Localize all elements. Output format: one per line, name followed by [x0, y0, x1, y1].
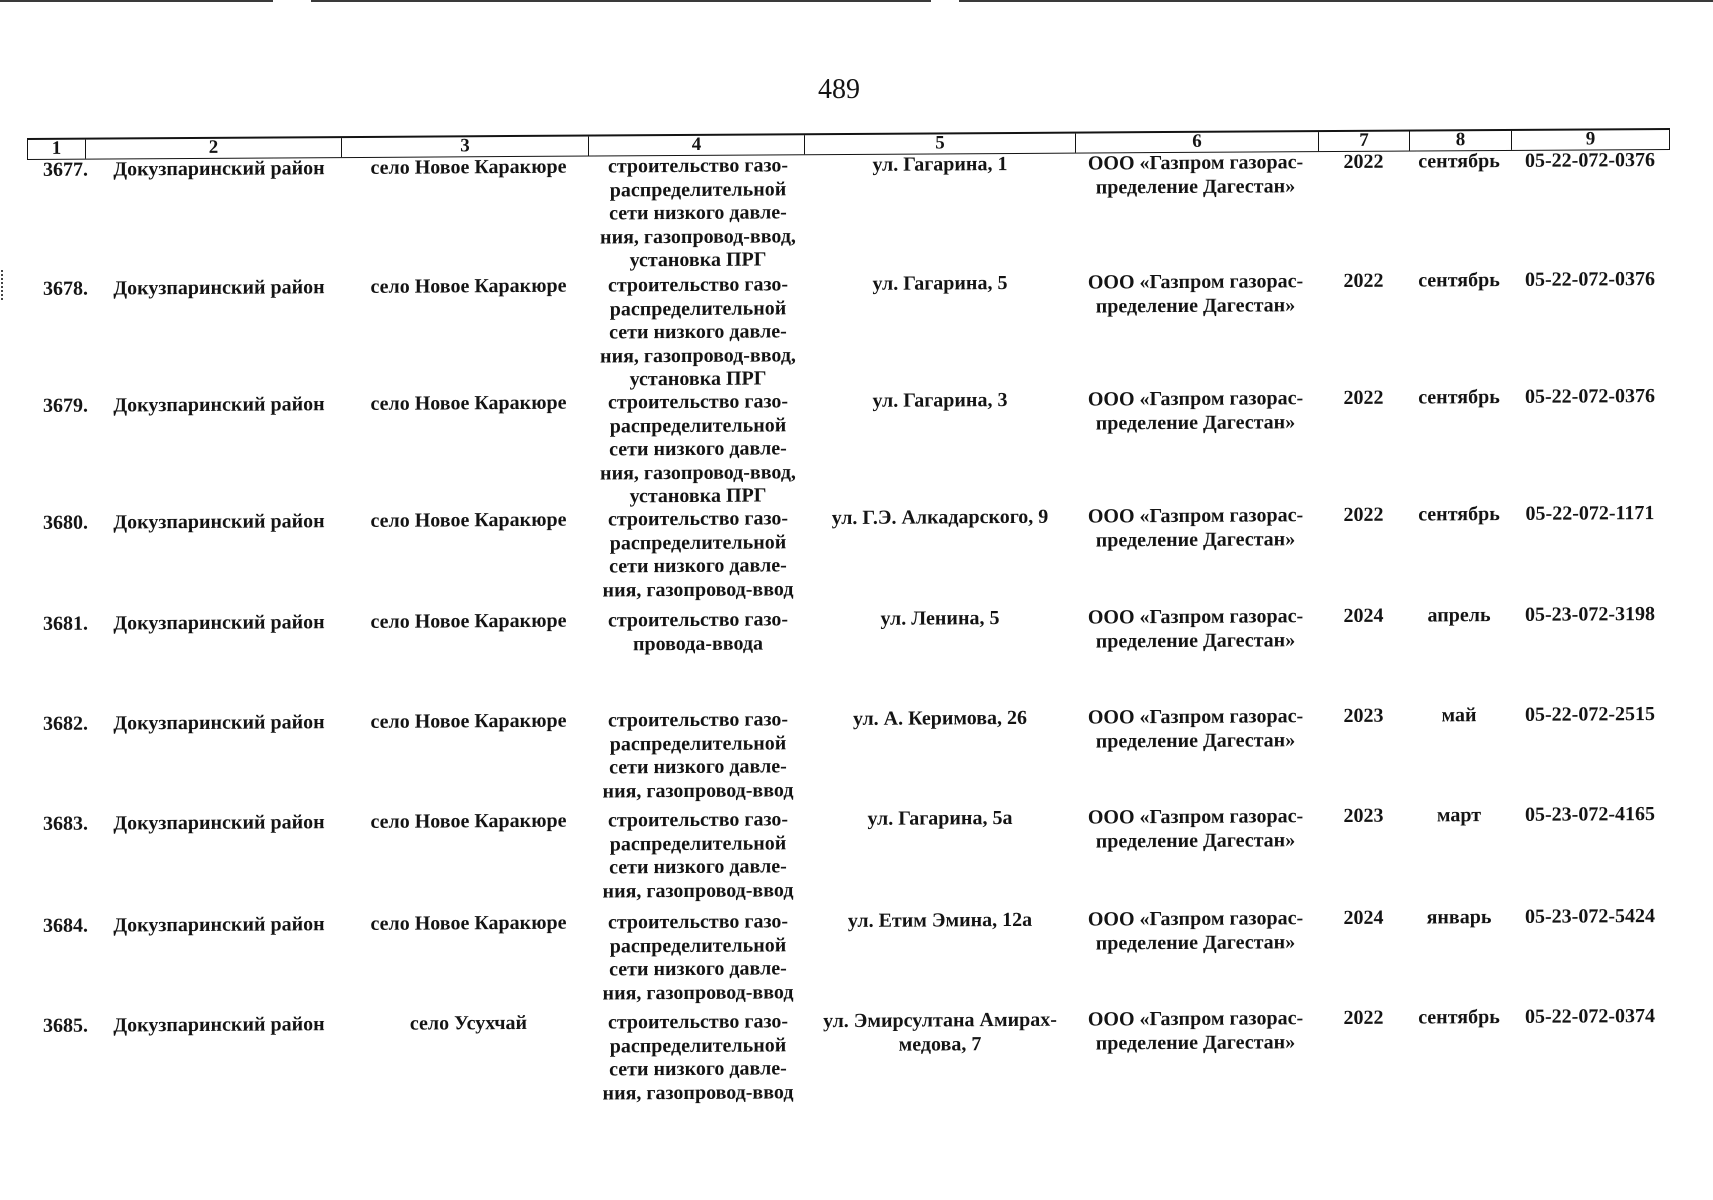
code-cell: 05-22-072-1171 [1525, 502, 1655, 525]
locality-cell: село Новое Каракюре [370, 391, 567, 415]
row-number: 3679. [43, 394, 88, 417]
district-cell: Докузпаринский район [113, 811, 325, 835]
works-cell: строительство газо- распределительной сети низкого давле- ния, газопровод-ввод, установка ПРГ [600, 154, 796, 272]
organization-cell: ООО «Газпром газорас- пределение Дагестан» [1087, 270, 1304, 317]
month-cell: сентябрь [1418, 1006, 1500, 1029]
locality-cell: село Новое Каракюре [370, 508, 567, 532]
column-header-6: 6 [1075, 132, 1318, 152]
address-cell: ул. Г.Э. Алкадарского, 9 [831, 505, 1049, 530]
month-cell: январь [1426, 906, 1492, 929]
row-number: 3682. [43, 712, 88, 735]
row-number: 3680. [43, 511, 88, 534]
organization-cell: ООО «Газпром газорас- пределение Дагестан» [1087, 1007, 1304, 1054]
row-number: 3681. [43, 612, 88, 635]
year-cell: 2022 [1343, 386, 1384, 409]
organization-cell: ООО «Газпром газорас- пределение Дагестан» [1087, 387, 1304, 434]
column-header-8: 8 [1409, 131, 1511, 151]
month-cell: сентябрь [1418, 269, 1500, 292]
works-cell: строительство газо- распределительной сети низкого давле- ния, газопровод-ввод, установка ПРГ [600, 273, 796, 391]
locality-cell: село Усухчай [409, 1011, 528, 1035]
month-cell: март [1436, 804, 1482, 827]
address-cell: ул. Эмирсултана Амирах- медова, 7 [823, 1008, 1057, 1056]
district-cell: Докузпаринский район [113, 276, 325, 300]
column-header-7: 7 [1318, 132, 1409, 152]
organization-cell: ООО «Газпром газорас- пределение Дагестан» [1087, 504, 1304, 551]
table-row [27, 905, 1670, 1004]
scan-edge-line [311, 0, 931, 2]
address-cell: ул. Гагарина, 5а [867, 806, 1013, 830]
row-number: 3685. [43, 1014, 88, 1037]
locality-cell: село Новое Каракюре [370, 609, 567, 633]
table-row [27, 1005, 1670, 1104]
scan-edge-line [0, 0, 273, 2]
month-cell: сентябрь [1418, 386, 1500, 409]
column-header-2: 2 [85, 138, 341, 159]
table-row [27, 803, 1670, 902]
year-cell: 2023 [1343, 804, 1384, 827]
row-number: 3684. [43, 914, 88, 937]
year-cell: 2022 [1343, 503, 1384, 526]
table-row [27, 502, 1670, 601]
year-cell: 2022 [1343, 269, 1384, 292]
column-header-3: 3 [341, 137, 588, 158]
code-cell: 05-23-072-3198 [1525, 603, 1655, 626]
organization-cell: ООО «Газпром газорас- пределение Дагестан» [1087, 705, 1304, 752]
year-cell: 2022 [1343, 1006, 1384, 1029]
district-cell: Докузпаринский район [113, 611, 325, 635]
table-row [27, 385, 1670, 508]
address-cell: ул. Гагарина, 3 [872, 389, 1008, 412]
month-cell: сентябрь [1418, 503, 1500, 526]
month-cell: апрель [1427, 604, 1491, 627]
address-cell: ул. А. Керимова, 26 [852, 706, 1028, 730]
column-header-1: 1 [27, 140, 85, 159]
code-cell: 05-23-072-5424 [1525, 905, 1655, 928]
code-cell: 05-22-072-0376 [1525, 149, 1655, 172]
year-cell: 2024 [1343, 604, 1384, 627]
locality-cell: село Новое Каракюре [370, 155, 567, 179]
address-cell: ул. Гагарина, 1 [872, 153, 1008, 176]
organization-cell: ООО «Газпром газорас- пределение Дагестан» [1087, 151, 1304, 198]
column-header-4: 4 [588, 135, 804, 155]
district-cell: Докузпаринский район [113, 157, 325, 181]
code-cell: 05-22-072-0374 [1525, 1005, 1655, 1028]
code-cell: 05-22-072-2515 [1525, 703, 1655, 726]
page-number: 489 [818, 74, 860, 105]
locality-cell: село Новое Каракюре [370, 911, 567, 935]
month-cell: май [1441, 704, 1477, 727]
year-cell: 2022 [1343, 150, 1384, 173]
code-cell: 05-22-072-0376 [1525, 385, 1655, 408]
district-cell: Докузпаринский район [113, 510, 325, 534]
row-number: 3678. [43, 277, 88, 300]
scan-edge-line [959, 0, 1713, 2]
district-cell: Докузпаринский район [113, 711, 325, 735]
year-cell: 2023 [1343, 704, 1384, 727]
column-header-5: 5 [804, 134, 1075, 155]
code-cell: 05-23-072-4165 [1525, 803, 1655, 826]
column-header-9: 9 [1511, 130, 1670, 150]
address-cell: ул. Ленина, 5 [880, 607, 1000, 630]
address-cell: ул. Етим Эмина, 12а [847, 908, 1033, 932]
works-cell: строительство газо- распределительной сети низкого давле- ния, газопровод-ввод [602, 808, 794, 902]
works-cell: строительство газо- распределительной сети низкого давле- ния, газопровод-ввод [602, 910, 794, 1004]
organization-cell: ООО «Газпром газорас- пределение Дагестан» [1087, 605, 1304, 652]
organization-cell: ООО «Газпром газорас- пределение Дагестан» [1087, 805, 1304, 852]
year-cell: 2024 [1343, 906, 1384, 929]
works-cell: строительство газо- распределительной сети низкого давле- ния, газопровод-ввод, установка ПРГ [600, 390, 796, 508]
row-number: 3683. [43, 812, 88, 835]
district-cell: Докузпаринский район [113, 913, 325, 937]
works-cell: строительство газо- провода-ввода [607, 608, 789, 655]
works-cell: строительство газо- распределительной сети низкого давле- ния, газопровод-ввод [602, 507, 794, 601]
table-row [27, 703, 1670, 802]
locality-cell: село Новое Каракюре [370, 274, 567, 298]
district-cell: Докузпаринский район [113, 1013, 325, 1037]
address-cell: ул. Гагарина, 5 [872, 272, 1008, 295]
organization-cell: ООО «Газпром газорас- пределение Дагестан» [1087, 907, 1304, 954]
data-table [27, 128, 1670, 1128]
scan-edge-mark [1, 270, 3, 300]
locality-cell: село Новое Каракюре [370, 809, 567, 833]
works-cell: строительство газо- распределительной сети низкого давле- ния, газопровод-ввод [602, 708, 794, 802]
district-cell: Докузпаринский район [113, 393, 325, 417]
works-cell: строительство газо- распределительной сети низкого давле- ния, газопровод-ввод [602, 1010, 794, 1104]
code-cell: 05-22-072-0376 [1525, 268, 1655, 291]
locality-cell: село Новое Каракюре [370, 709, 567, 733]
table-row [27, 603, 1670, 655]
table-row [27, 268, 1670, 391]
month-cell: сентябрь [1418, 150, 1500, 173]
row-number: 3677. [43, 158, 88, 181]
